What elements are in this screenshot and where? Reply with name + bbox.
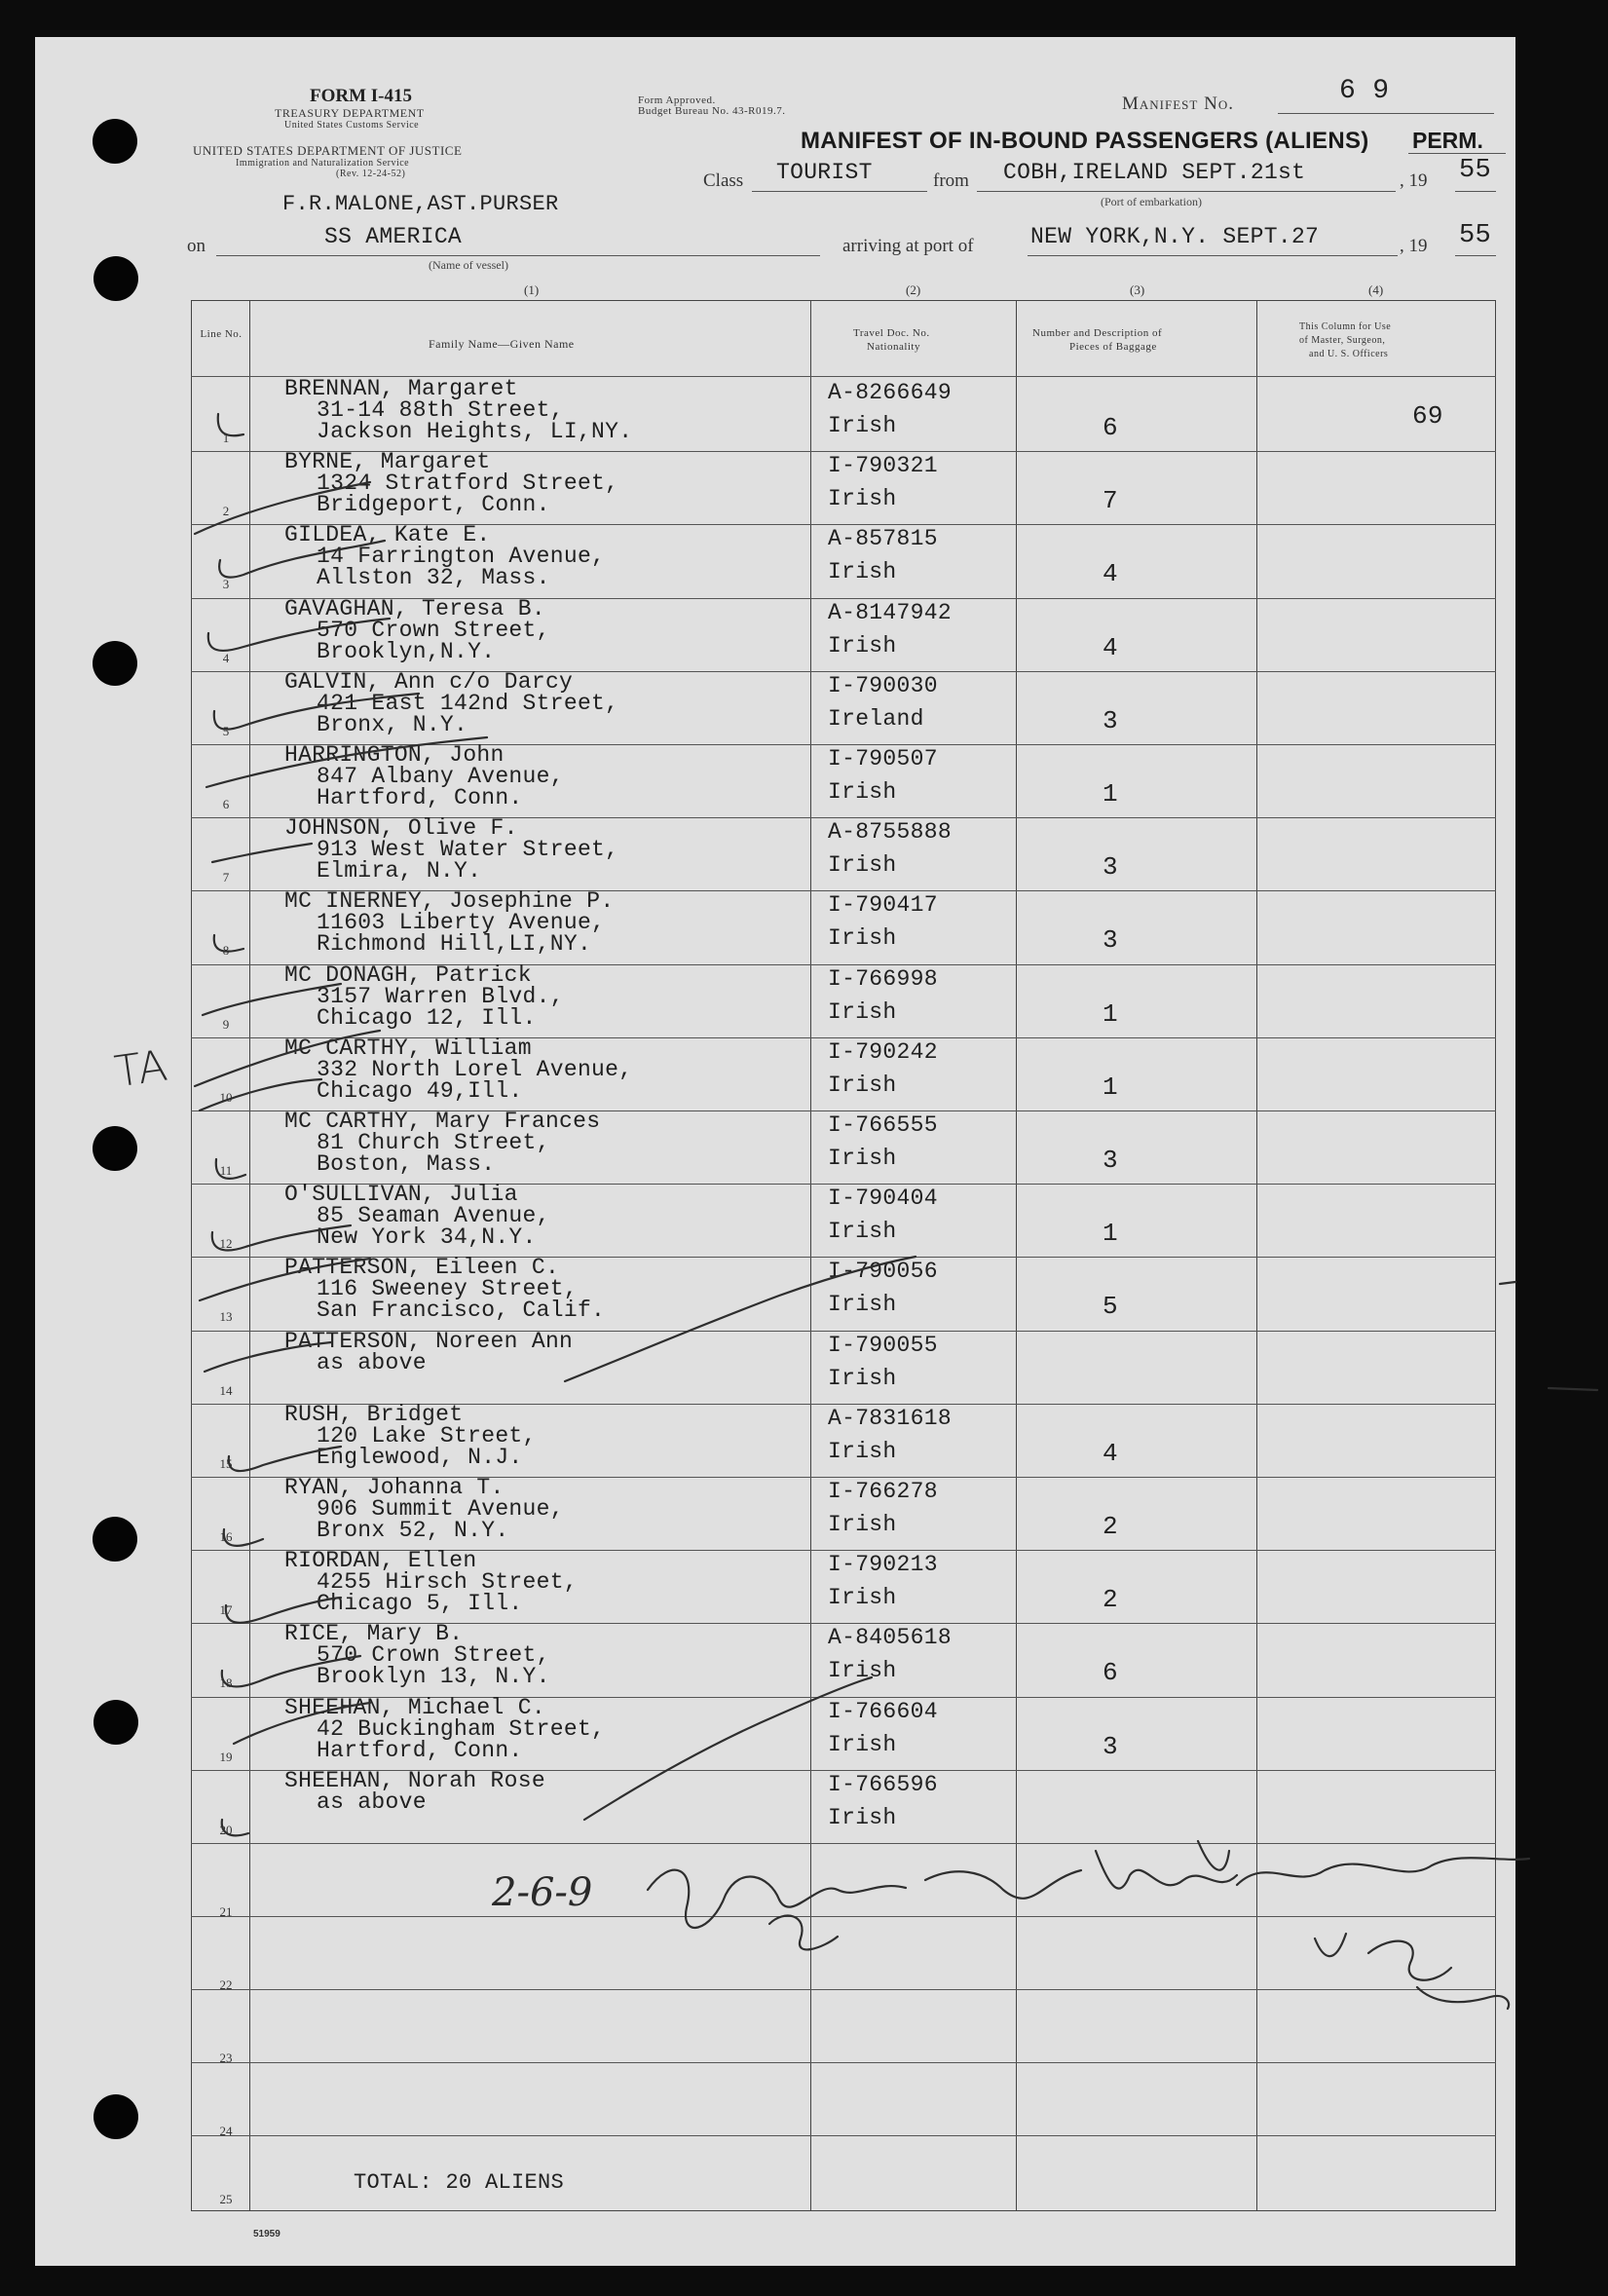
col-header-bag-2: Pieces of Baggage [1069,341,1157,353]
baggage-count: 3 [1103,852,1118,882]
baggage-count: 4 [1103,559,1118,588]
nationality: Irish [828,852,897,878]
passenger-name: BYRNE, Margaret [284,449,491,474]
passenger-address-line-2: Boston, Mass. [317,1151,496,1177]
baggage-count: 3 [1103,925,1118,955]
customs-service: United States Customs Service [284,120,420,131]
passenger-name: MC CARTHY, William [284,1035,532,1061]
passenger-address-line-1: 42 Buckingham Street, [317,1716,606,1742]
passenger-address-line-2: San Francisco, Calif. [317,1298,606,1323]
class-label: Class [703,170,744,191]
passenger-name: BRENNAN, Margaret [284,376,518,401]
col-header-doc-1: Travel Doc. No. [853,327,930,339]
from-label: from [933,170,969,191]
col-number-2: (2) [906,282,921,297]
class-value: TOURIST [776,160,873,185]
travel-doc-number: A-7831618 [828,1406,952,1431]
year-prefix: , 19 [1400,170,1428,191]
nationality: Irish [828,925,897,951]
passenger-address-line-2: Brooklyn,N.Y. [317,639,496,664]
department-of-justice: UNITED STATES DEPARTMENT OF JUSTICE [193,143,463,158]
line-number: 20 [219,1823,233,1837]
baggage-count: 2 [1103,1585,1118,1614]
passenger-address-line-2: Chicago 5, Ill. [317,1591,523,1616]
passenger-name: MC CARTHY, Mary Frances [284,1109,601,1134]
line-number: 9 [222,1017,230,1032]
travel-doc-number: I-790055 [828,1333,938,1358]
footer-code: 51959 [253,2229,280,2240]
passenger-address-line-2: Allston 32, Mass. [317,565,550,590]
passenger-name: SHEEHAN, Norah Rose [284,1768,545,1793]
year-prefix-2: , 19 [1400,236,1428,256]
passenger-address-line-1: 421 East 142nd Street, [317,691,619,716]
col-header-doc-2: Nationality [867,341,920,353]
passenger-name: RYAN, Johanna T. [284,1475,505,1500]
nationality: Irish [828,1073,897,1098]
nationality: Irish [828,1585,897,1610]
passenger-name: GILDEA, Kate E. [284,522,491,547]
passenger-address-line-1: 4255 Hirsch Street, [317,1569,578,1595]
line-number: 11 [219,1163,233,1178]
travel-doc-number: I-790404 [828,1186,938,1211]
line-number: 24 [219,2124,233,2138]
travel-doc-number: A-8405618 [828,1625,952,1650]
line-number: 8 [222,943,230,958]
passenger-address-line-2: Bridgeport, Conn. [317,492,550,517]
baggage-count: 3 [1103,1146,1118,1175]
baggage-count: 3 [1103,1732,1118,1761]
arrival-port: NEW YORK,N.Y. SEPT.27 [1030,224,1320,249]
nationality: Irish [828,633,897,659]
nationality: Irish [828,486,897,511]
line-number: 19 [219,1750,233,1764]
manifest-no-label: Manifest No. [1122,94,1234,114]
passenger-address-line-2: Jackson Heights, LI,NY. [317,419,633,444]
passenger-name: GALVIN, Ann c/o Darcy [284,669,574,695]
passenger-address-line-1: as above [317,1350,427,1375]
form-approved: Form Approved. [638,94,716,106]
on-label: on [187,236,206,256]
line-number: 15 [219,1456,233,1471]
passenger-address-line-1: 81 Church Street, [317,1130,550,1155]
line-number: 13 [219,1309,233,1324]
passenger-address-line-1: as above [317,1789,427,1815]
passenger-address-line-1: 120 Lake Street, [317,1423,537,1449]
passenger-address-line-1: 1324 Stratford Street, [317,470,619,496]
passenger-address-line-1: 570 Crown Street, [317,618,550,643]
line-number: 6 [222,797,230,811]
line-number: 23 [219,2051,233,2065]
perm-label: PERM. [1412,128,1483,153]
travel-doc-number: I-790507 [828,746,938,772]
passenger-name: SHEEHAN, Michael C. [284,1695,545,1720]
travel-doc-number: I-790417 [828,892,938,918]
nationality: Irish [828,559,897,584]
line-number: 14 [219,1383,233,1398]
baggage-count: 3 [1103,706,1118,735]
passenger-address-line-1: 14 Farrington Avenue, [317,544,606,569]
line-number: 25 [219,2192,233,2206]
nationality: Irish [828,1805,897,1830]
travel-doc-number: I-790056 [828,1259,938,1284]
passenger-name: PATTERSON, Eileen C. [284,1255,560,1280]
nationality: Irish [828,1439,897,1464]
passenger-address-line-2: Chicago 49,Ill. [317,1078,523,1104]
travel-doc-number: A-857815 [828,526,938,551]
line-number: 22 [219,1977,233,1992]
passenger-name: RIORDAN, Ellen [284,1548,477,1573]
manifest-number: 6 9 [1339,76,1390,106]
passenger-name: RICE, Mary B. [284,1621,464,1646]
officer-note: 69 [1412,401,1443,431]
baggage-count: 5 [1103,1292,1118,1321]
line-number: 16 [219,1529,233,1544]
passenger-address-line-1: 570 Crown Street, [317,1642,550,1668]
passenger-address-line-2: Hartford, Conn. [317,785,523,810]
passenger-address-line-2: New York 34,N.Y. [317,1224,537,1250]
baggage-count: 1 [1103,1073,1118,1102]
nationality: Irish [828,1366,897,1391]
passenger-name: MC DONAGH, Patrick [284,962,532,988]
col-header-use-1: This Column for Use [1299,321,1392,332]
col-header-use-3: and U. S. Officers [1309,349,1389,359]
col-header-name: Family Name—Given Name [429,337,575,351]
ins-service: Immigration and Naturalization Service [236,158,410,169]
vessel-caption: (Name of vessel) [429,258,508,272]
baggage-count: 4 [1103,633,1118,662]
baggage-count: 1 [1103,1219,1118,1248]
nationality: Irish [828,1658,897,1683]
travel-doc-number: A-8266649 [828,380,952,405]
line-number: 4 [222,651,230,665]
baggage-count: 2 [1103,1512,1118,1541]
form-number: FORM I-415 [310,86,413,106]
nationality: Irish [828,1219,897,1244]
line-number: 7 [222,870,230,885]
travel-doc-number: A-8755888 [828,819,952,845]
nationality: Ireland [828,706,924,732]
passenger-address-line-1: 332 North Lorel Avenue, [317,1057,633,1082]
line-number: 17 [219,1602,233,1617]
passenger-address-line-1: 3157 Warren Blvd., [317,984,564,1009]
passenger-address-line-1: 116 Sweeney Street, [317,1276,578,1301]
total-aliens: TOTAL: 20 ALIENS [354,2170,565,2195]
col-header-line-no: Line No. [200,328,243,340]
passenger-address-line-1: 847 Albany Avenue, [317,764,564,789]
passenger-name: MC INERNEY, Josephine P. [284,888,615,914]
purser-name: F.R.MALONE,AST.PURSER [282,192,559,216]
passenger-name: GAVAGHAN, Teresa B. [284,596,545,621]
passenger-address-line-2: Elmira, N.Y. [317,858,482,884]
passenger-address-line-2: Brooklyn 13, N.Y. [317,1664,550,1689]
nationality: Irish [828,1512,897,1537]
passenger-address-line-2: Bronx, N.Y. [317,712,468,737]
line-number: 5 [222,724,230,738]
travel-doc-number: I-790242 [828,1039,938,1065]
treasury-department: TREASURY DEPARTMENT [275,106,425,120]
nationality: Irish [828,779,897,805]
passenger-address-line-1: 913 West Water Street, [317,837,619,862]
nationality: Irish [828,1732,897,1757]
line-number: 2 [222,504,230,518]
line-number: 3 [222,577,230,591]
passenger-name: PATTERSON, Noreen Ann [284,1329,574,1354]
arriving-label: arriving at port of [842,236,974,256]
margin-note-ta: TA [111,1040,170,1098]
line-number: 18 [219,1675,233,1690]
passenger-address-line-1: 906 Summit Avenue, [317,1496,564,1522]
passenger-address-line-1: 11603 Liberty Avenue, [317,910,606,935]
handwritten-date: 2-6-9 [492,1870,593,1915]
vessel-name: SS AMERICA [324,224,463,249]
passenger-address-line-2: Hartford, Conn. [317,1738,523,1763]
travel-doc-number: I-766278 [828,1479,938,1504]
passenger-address-line-2: Bronx 52, N.Y. [317,1518,509,1543]
passenger-name: RUSH, Bridget [284,1402,464,1427]
passenger-address-line-2: Richmond Hill,LI,NY. [317,931,592,957]
line-number: 10 [219,1090,233,1105]
passenger-name: O'SULLIVAN, Julia [284,1182,518,1207]
port-caption: (Port of embarkation) [1101,195,1202,208]
baggage-count: 4 [1103,1439,1118,1468]
form-revision: (Rev. 12-24-52) [336,169,406,179]
col-number-3: (3) [1130,282,1145,297]
nationality: Irish [828,999,897,1025]
travel-doc-number: I-790213 [828,1552,938,1577]
travel-doc-number: I-766555 [828,1112,938,1138]
baggage-count: 1 [1103,779,1118,809]
line-number: 1 [222,431,230,445]
baggage-count: 6 [1103,1658,1118,1687]
travel-doc-number: I-766998 [828,966,938,992]
budget-bureau: Budget Bureau No. 43-R019.7. [638,105,786,117]
nationality: Irish [828,413,897,438]
year-value: 55 [1459,156,1492,185]
port-of-embarkation: COBH,IRELAND SEPT.21st [1003,160,1306,185]
passenger-address-line-2: Englewood, N.J. [317,1445,523,1470]
line-number: 12 [219,1236,233,1251]
passenger-address-line-1: 85 Seaman Avenue, [317,1203,550,1228]
travel-doc-number: I-766596 [828,1772,938,1797]
col-number-4: (4) [1368,282,1384,297]
year-value-2: 55 [1459,221,1492,250]
travel-doc-number: A-8147942 [828,600,952,625]
baggage-count: 7 [1103,486,1118,515]
nationality: Irish [828,1146,897,1171]
line-number: 21 [219,1904,233,1919]
baggage-count: 6 [1103,413,1118,442]
passenger-name: HARRINGTON, John [284,742,505,768]
col-header-bag-1: Number and Description of [1032,327,1163,339]
travel-doc-number: I-790030 [828,673,938,698]
nationality: Irish [828,1292,897,1317]
baggage-count: 1 [1103,999,1118,1029]
manifest-title: MANIFEST OF IN-BOUND PASSENGERS (ALIENS) [801,128,1369,154]
col-header-use-2: of Master, Surgeon, [1299,335,1386,346]
col-number-1: (1) [524,282,540,297]
passenger-name: JOHNSON, Olive F. [284,815,518,841]
travel-doc-number: I-766604 [828,1699,938,1724]
passenger-address-line-1: 31-14 88th Street, [317,397,564,423]
passenger-address-line-2: Chicago 12, Ill. [317,1005,537,1031]
travel-doc-number: I-790321 [828,453,938,478]
